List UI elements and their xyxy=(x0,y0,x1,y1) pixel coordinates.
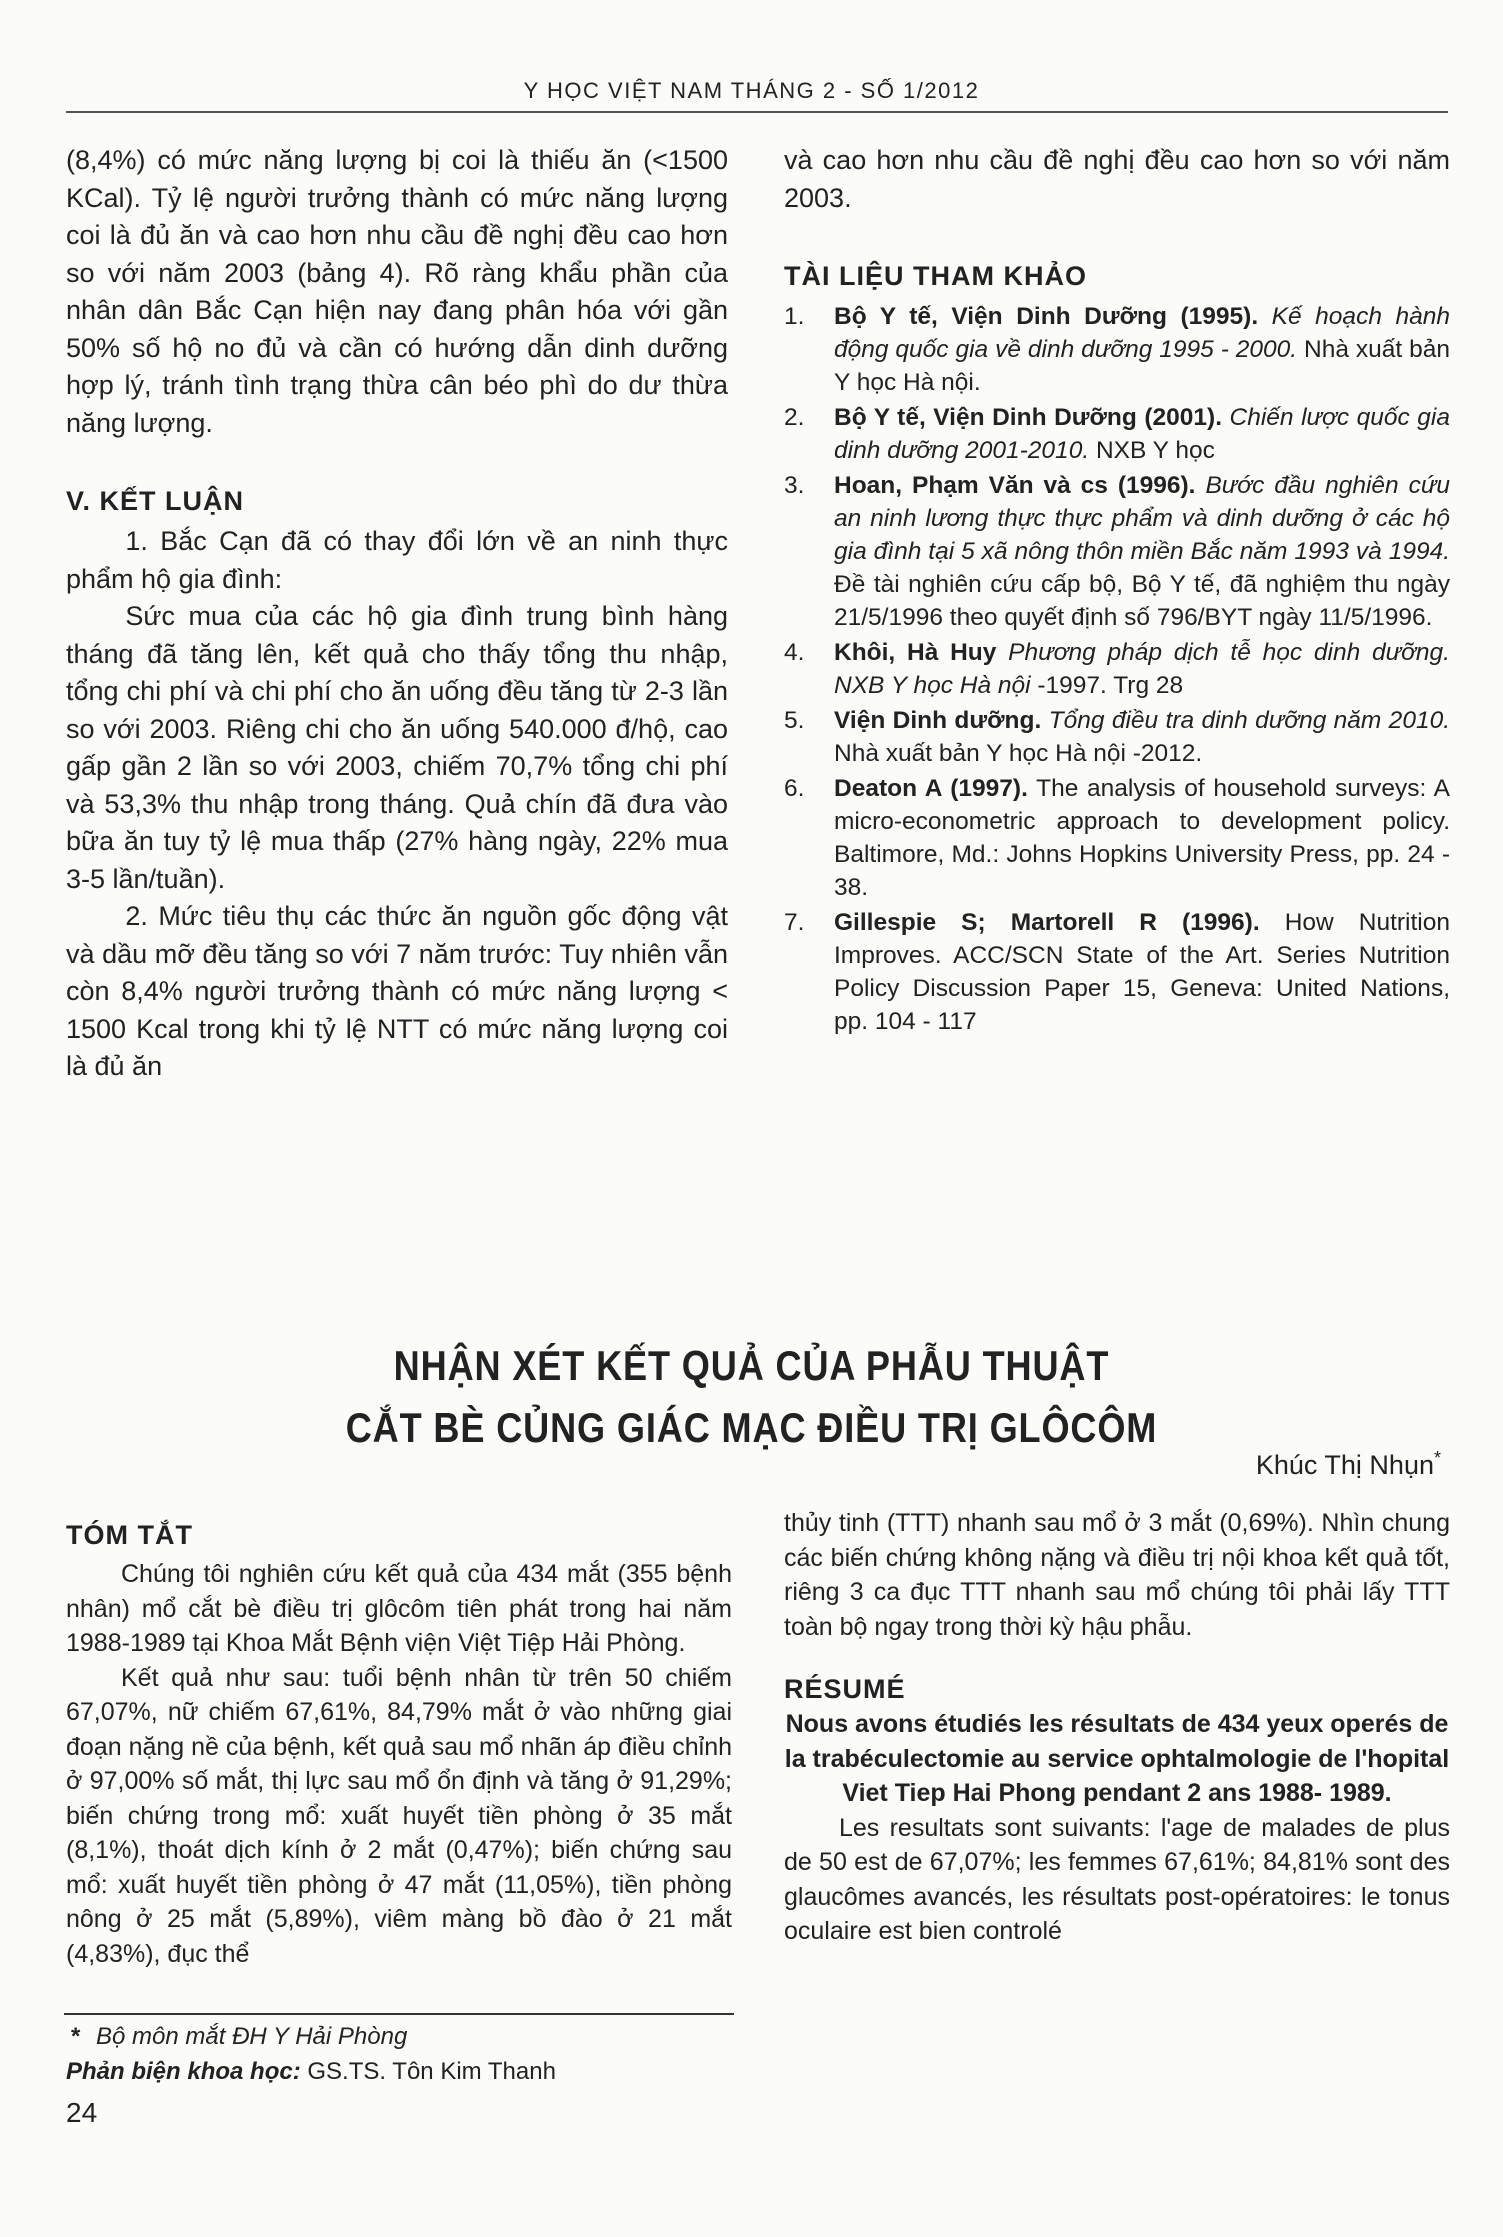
reference-title: Phương pháp dịch tễ học dinh dưỡng. NXB Y học Hà nội xyxy=(834,639,1450,699)
article-title xyxy=(105,1335,1398,1459)
reference-publisher: The analysis of household surveys: A micro-econometric approach to development policy. Baltimore, Md.: Johns Hopkins University Press, pp. 24 - 38. xyxy=(834,775,1450,901)
footnote-reviewer xyxy=(66,2055,556,2088)
reference-number: 7. xyxy=(784,909,805,936)
paragraph-continuation: và cao hơn nhu cầu đề nghị đều cao hơn so với năm 2003. xyxy=(784,145,1450,213)
left-column-top xyxy=(66,142,728,1086)
abstract-paragraph-2: Kết quả như sau: tuổi bệnh nhân từ trên 50 chiếm 67,07%, nữ chiếm 67,61%, 84,79% mắt ở vào những giai đoạn nặng nề của bệnh, kết quả sau mổ nhãn áp điều chỉnh ở 97,00% số mắt, thị lực sau mổ ổn định và tăng ở 91,29%; biến chứng trong mổ: xuất huyết tiền phòng ở 35 mắt (8,1%), thoát dịch kính ở 2 mắt (0,47%); biến chứng sau mổ: xuất huyết tiền phòng ở 47 mắt (11,05%), tiền phòng nông ở 25 mắt (5,89%), viêm màng bồ đào ở 21 mắt (4,83%), đục thể xyxy=(66,1663,732,1968)
article-title-line-1: NHẬN XÉT KẾT QUẢ CỦA PHẪU THUẬT xyxy=(393,1342,1110,1389)
reference-title: Kế hoạch hành động quốc gia về dinh dưỡng 1995 - 2000. xyxy=(834,303,1450,363)
conclusion-point-1: 1. Bắc Cạn đã có thay đổi lớn về an ninh thực phẩm hộ gia đình: xyxy=(66,526,728,594)
abstract-right-column xyxy=(784,1506,1450,1949)
reference-publisher: Đề tài nghiên cứu cấp bộ, Bộ Y tế, đã nghiệm thu ngày 21/5/1996 theo quyết định số 796/BYT ngày 11/5/1996. xyxy=(834,571,1450,631)
reference-author: Bộ Y tế, Viện Dinh Dưỡng (2001). xyxy=(834,404,1223,431)
reference-text xyxy=(834,401,1450,467)
affiliation-text: Bộ môn mắt ĐH Y Hải Phòng xyxy=(96,2023,408,2050)
reference-title: Bước đầu nghiên cứu an ninh lương thực thực phẩm và dinh dưỡng ở các hộ gia đình tại 5 xã nông thôn miền Bắc năm 1993 và 1994. xyxy=(834,472,1451,565)
reference-text xyxy=(834,636,1450,702)
resume-bold-paragraph: Nous avons étudiés les résultats de 434 yeux operés de la trabéculectomie au service ophtalmologie de l'hopital Viet Tiep Hai Phong pendant 2 ans 1988- 1989. xyxy=(784,1710,1450,1807)
reference-text xyxy=(834,772,1450,904)
reference-item xyxy=(784,300,1450,399)
reference-item xyxy=(784,704,1450,770)
reference-publisher: -1997. Trg 28 xyxy=(1037,672,1184,699)
running-header: Y HỌC VIỆT NAM THÁNG 2 - SỐ 1/2012 xyxy=(523,78,980,103)
abstract-continuation: thủy tinh (TTT) nhanh sau mổ ở 3 mắt (0,69%). Nhìn chung các biến chứng không nặng và điều trị nội khoa kết quả tốt, riêng 3 ca đục TTT nhanh sau mổ chúng tôi phải lấy TTT toàn bộ ngay trong thời kỳ hậu phẫu. xyxy=(784,1509,1450,1641)
author-footnote-mark: * xyxy=(1433,1448,1441,1468)
article-author xyxy=(1256,1448,1441,1481)
footnote-rule xyxy=(64,2013,734,2015)
reference-author: Bộ Y tế, Viện Dinh Dưỡng (1995). xyxy=(834,303,1259,330)
resume-heading: RÉSUMÉ xyxy=(784,1674,906,1704)
reference-author: Hoan, Phạm Văn và cs (1996). xyxy=(834,472,1196,499)
resume-paragraph: Les resultats sont suivants: l'age de malades de plus de 50 est de 67,07%; les femmes 67,61%; 84,81% sont des glaucômes avancés, les résultats post-opératoires: le tonus oculaire est bien controlé xyxy=(784,1813,1450,1945)
reference-text xyxy=(834,300,1450,399)
abstract-heading: TÓM TẮT xyxy=(66,1520,193,1550)
references-heading: TÀI LIỆU THAM KHẢO xyxy=(784,261,1087,291)
reference-text xyxy=(834,704,1450,770)
reference-title: Chiến lược quốc gia dinh dưỡng 2001-2010. xyxy=(834,404,1450,464)
reference-text xyxy=(834,906,1450,1038)
footnote-affiliation xyxy=(70,2020,407,2053)
reference-item xyxy=(784,469,1450,634)
reference-number: 4. xyxy=(784,639,805,666)
reference-number: 5. xyxy=(784,707,805,734)
reviewer-name: GS.TS. Tôn Kim Thanh xyxy=(307,2058,556,2085)
page-number: 24 xyxy=(66,2097,98,2128)
abstract-paragraph-1: Chúng tôi nghiên cứu kết quả của 434 mắt (355 bệnh nhân) mổ cắt bè điều trị glôcôm tiên phát trong hai năm 1988-1989 tại Khoa Mắt Bệnh viện Việt Tiệp Hải Phòng. xyxy=(66,1560,732,1657)
abstract-left-column xyxy=(66,1520,732,1971)
reference-item xyxy=(784,401,1450,467)
reference-publisher: NXB Y học xyxy=(1095,437,1215,464)
header-rule xyxy=(66,111,1448,113)
reference-author: Khôi, Hà Huy xyxy=(834,639,997,666)
reference-author: Viện Dinh dưỡng. xyxy=(834,707,1042,734)
author-name: Khúc Thị Nhụn xyxy=(1255,1450,1434,1480)
reference-publisher: Nhà xuất bản Y học Hà nội. xyxy=(834,336,1451,396)
reference-item xyxy=(784,772,1450,904)
conclusion-paragraph-purchasing: Sức mua của các hộ gia đình trung bình hàng tháng đã tăng lên, kết quả cho thấy tổng thu nhập, tổng chi phí và chi phí cho ăn uống đều tăng từ 2-3 lần so với 2003. Riêng chi cho ăn uống 540.000 đ/hộ, cao gấp gần 2 lần so với 2003, chiếm 70,7% tổng chi phí và 53,3% thu nhập trong tháng. Quả chín đã đưa vào bữa ăn tuy tỷ lệ mua thấp (27% hàng ngày, 22% mua 3-5 lần/tuần). xyxy=(66,601,728,894)
reference-author: Gillespie S; Martorell R (1996). xyxy=(834,909,1260,936)
article-title-line-2: CẮT BÈ CỦNG GIÁC MẠC ĐIỀU TRỊ GLÔCÔM xyxy=(345,1404,1158,1451)
reference-item xyxy=(784,906,1450,1038)
reference-title: Tổng điều tra dinh dưỡng năm 2010. xyxy=(1048,707,1450,734)
reference-publisher: Nhà xuất bản Y học Hà nội -2012. xyxy=(834,740,1203,767)
reference-item xyxy=(784,636,1450,702)
conclusion-point-2: 2. Mức tiêu thụ các thức ăn nguồn gốc động vật và dầu mỡ đều tăng so với 7 năm trước: Tuy nhiên vẫn còn 8,4% người trưởng thành có mức năng lượng < 1500 Kcal trong khi tỷ lệ NTT có mức năng lượng coi là đủ ăn xyxy=(66,901,728,1081)
footnote-mark: * xyxy=(70,2023,80,2050)
reviewer-label: Phản biện khoa học: xyxy=(66,2058,301,2085)
reference-number: 6. xyxy=(784,775,805,802)
references-list xyxy=(784,300,1450,1038)
reference-publisher: How Nutrition Improves. ACC/SCN State of the Art. Series Nutrition Policy Discussion Paper 15, Geneva: United Nations, pp. 104 - 117 xyxy=(834,909,1450,1035)
reference-text xyxy=(834,469,1450,634)
section-heading-conclusion: V. KẾT LUẬN xyxy=(66,486,245,516)
reference-number: 3. xyxy=(784,472,805,499)
right-column-top xyxy=(784,142,1450,1038)
paragraph-energy-intake: (8,4%) có mức năng lượng bị coi là thiếu ăn (<1500 KCal). Tỷ lệ người trưởng thành có mức năng lượng coi là đủ ăn và cao hơn nhu cầu đề nghị đều cao hơn so với năm 2003 (bảng 4). Rõ ràng khẩu phần của nhân dân Bắc Cạn hiện nay đang phân hóa với gần 50% số hộ no đủ và cần có hướng dẫn dinh dưỡng hợp lý, tránh tình trạng thừa cân béo phì do dư thừa năng lượng. xyxy=(66,145,728,438)
reference-number: 2. xyxy=(784,404,805,431)
reference-author: Deaton A (1997). xyxy=(834,775,1028,802)
reference-number: 1. xyxy=(784,303,805,330)
